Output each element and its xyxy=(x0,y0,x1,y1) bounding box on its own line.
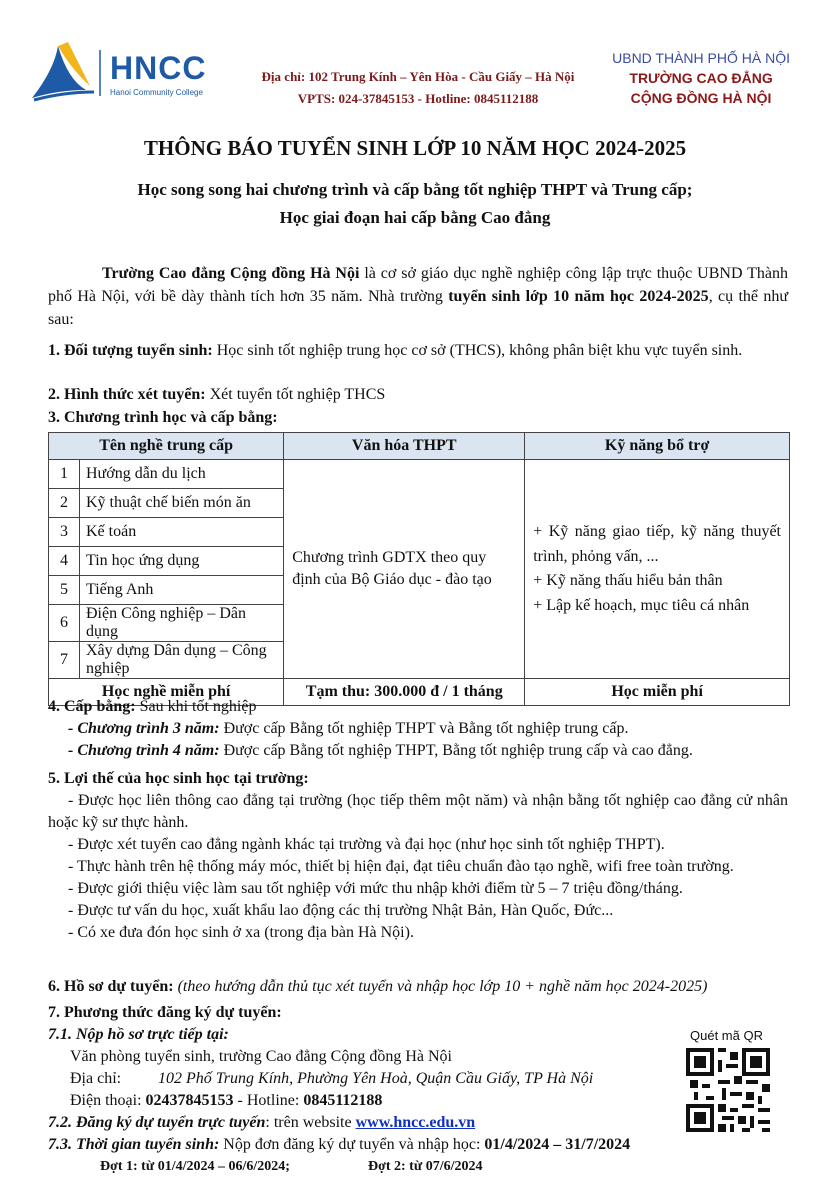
college-logo xyxy=(28,40,238,104)
office-address: 102 Phố Trung Kính, Phường Yên Hoà, Quận Cầu Giấy, TP Hà Nội xyxy=(158,1070,594,1087)
section-4-label: 4. Cấp bằng: xyxy=(48,698,136,715)
enrollment-rounds xyxy=(48,1156,788,1178)
section-7-label: 7. Phương thức đăng ký dự tuyển: xyxy=(48,1004,282,1021)
header-contact xyxy=(238,66,598,110)
header-skills: Kỹ năng bổ trợ xyxy=(525,433,790,460)
hotline-label: - Hotline: xyxy=(233,1092,304,1109)
section-6-label: 6. Hồ sơ dự tuyển: xyxy=(48,978,174,995)
round-1: Đợt 1: từ 01/4/2024 – 06/6/2024; xyxy=(100,1159,290,1174)
vocation-name: Xây dựng Dân dụng – Công nghiệp xyxy=(80,642,284,679)
section-6-text: (theo hướng dẫn thủ tục xét tuyển và nhập học lớp 10 + nghề năm học 2024-2025) xyxy=(173,978,708,995)
office-address-line xyxy=(48,1068,788,1090)
section-5 xyxy=(48,768,788,944)
row-number: 4 xyxy=(49,547,80,576)
section-3 xyxy=(48,407,788,429)
section-4 xyxy=(48,696,788,762)
organization-name xyxy=(612,48,790,108)
row-number: 2 xyxy=(49,489,80,518)
office-phone: 02437845153 xyxy=(145,1092,234,1109)
row-number: 1 xyxy=(49,460,80,489)
footer-vocation-fee: Học nghề miễn phí xyxy=(49,679,284,706)
section-1-text: Học sinh tốt nghiệp trung học cơ sở (THCS), không phân biệt khu vực tuyển sinh. xyxy=(212,342,743,359)
vocation-name: Tin học ứng dụng xyxy=(80,547,284,576)
document-subtitle xyxy=(0,176,830,232)
vocation-name: Kế toán xyxy=(80,518,284,547)
section-6 xyxy=(48,976,788,998)
footer-skills-fee: Học miễn phí xyxy=(525,679,790,706)
org-line-1: UBND THÀNH PHỐ HÀ NỘI xyxy=(612,50,790,66)
website-link[interactable]: www.hncc.edu.vn xyxy=(355,1114,476,1131)
vocation-name: Kỹ thuật chế biến món ăn xyxy=(80,489,284,518)
office-hotline: 0845112188 xyxy=(303,1092,383,1109)
row-number: 6 xyxy=(49,605,80,642)
benefit-item: - Được giới thiệu việc làm sau tốt nghiệp với mức thu nhập khởi điểm từ 5 – 7 triệu đồng/tháng. xyxy=(68,880,683,897)
culture-program: Chương trình GDTX theo quy định của Bộ Giáo dục - đào tạo xyxy=(284,460,525,679)
vocation-name: Điện Công nghiệp – Dân dụng xyxy=(80,605,284,642)
intro-text-3: , cụ thể như sau: xyxy=(48,288,789,328)
header-phones: VPTS: 024-37845153 - Hotline: 0845112188 xyxy=(297,91,539,106)
subtitle-line-2: Học giai đoạn hai cấp bằng Cao đẳng xyxy=(279,208,551,227)
logo-subtext: Hanoi Community College xyxy=(110,88,203,97)
intro-text-1: là cơ sở giáo dục nghề nghiệp công lập trực thuộc UBND Thành phố Hà Nội, với bề dày thành tích hơn 35 năm. Nhà trường xyxy=(48,265,788,305)
intro-paragraph xyxy=(48,262,788,331)
section-7-2 xyxy=(48,1112,788,1134)
section-7-2-text: : trên website xyxy=(265,1114,356,1131)
program-table xyxy=(48,432,790,706)
section-5-label: 5. Lợi thế của học sinh học tại trường: xyxy=(48,770,309,787)
section-7-3-text: Nộp đơn đăng ký dự tuyển và nhập học: xyxy=(219,1136,485,1153)
skill-item: + Lập kế hoạch, mục tiêu cá nhân xyxy=(533,596,750,614)
vocation-name: Tiếng Anh xyxy=(80,576,284,605)
support-skills xyxy=(525,460,790,679)
qr-label: Quét mã QR xyxy=(690,1028,763,1043)
section-4-text: Sau khi tốt nghiệp xyxy=(135,698,257,715)
skill-item: + Kỹ năng thấu hiểu bản thân xyxy=(533,572,723,589)
skill-item: + Kỹ năng giao tiếp, kỹ năng thuyết trình, phỏng vấn, ... xyxy=(533,523,781,565)
org-line-3: CỘNG ĐỒNG HÀ NỘI xyxy=(630,90,772,106)
row-number: 5 xyxy=(49,576,80,605)
benefit-item: - Có xe đưa đón học sinh ở xa (trong địa bàn Hà Nội). xyxy=(68,924,414,941)
org-line-2: TRƯỜNG CAO ĐẲNG xyxy=(629,70,773,86)
benefit-item: - Được học liên thông cao đẳng tại trường (học tiếp thêm một năm) và nhận bằng tốt nghiệp cao đẳng cử nhân hoặc kỹ sư thực hành. xyxy=(48,792,788,831)
vocation-name: Hướng dẫn du lịch xyxy=(80,460,284,489)
address-label: Địa chỉ: xyxy=(70,1070,122,1087)
section-7 xyxy=(48,1002,788,1178)
program-3y-label: - Chương trình 3 năm: xyxy=(68,720,220,737)
section-7-1-label: 7.1. Nộp hồ sơ trực tiếp tại: xyxy=(48,1026,229,1043)
round-2: Đợt 2: từ 07/6/2024 xyxy=(368,1159,483,1174)
section-1-label: 1. Đối tượng tuyển sinh: xyxy=(48,342,213,359)
intro-highlight: tuyển sinh lớp 10 năm học 2024-2025 xyxy=(448,288,709,305)
benefit-item: - Được tư vấn du học, xuất khẩu lao động các thị trường Nhật Bản, Hàn Quốc, Đức... xyxy=(68,902,614,919)
section-7-3 xyxy=(48,1134,788,1156)
footer-culture-fee: Tạm thu: 300.000 đ / 1 tháng xyxy=(284,679,525,706)
benefit-item: - Thực hành trên hệ thống máy móc, thiết bị hiện đại, đạt tiêu chuẩn đào tạo nghề, wifi free toàn trường. xyxy=(68,858,734,875)
school-name: Trường Cao đẳng Cộng đồng Hà Nội xyxy=(102,265,360,282)
enrollment-range: 01/4/2024 – 31/7/2024 xyxy=(484,1136,631,1153)
program-4y-text: Được cấp Bằng tốt nghiệp THPT, Bằng tốt nghiệp trung cấp và cao đẳng. xyxy=(219,742,693,759)
row-number: 7 xyxy=(49,642,80,679)
section-7-3-label: 7.3. Thời gian tuyển sinh: xyxy=(48,1136,220,1153)
section-3-label: 3. Chương trình học và cấp bằng: xyxy=(48,409,278,426)
subtitle-line-1: Học song song hai chương trình và cấp bằng tốt nghiệp THPT và Trung cấp; xyxy=(137,180,693,199)
program-3y-text: Được cấp Bằng tốt nghiệp THPT và Bằng tốt nghiệp trung cấp. xyxy=(219,720,629,737)
qr-code-icon[interactable] xyxy=(686,1048,770,1132)
document-title: THÔNG BÁO TUYỂN SINH LỚP 10 NĂM HỌC 2024-2025 xyxy=(143,136,687,160)
header-vocation: Tên nghề trung cấp xyxy=(49,433,284,460)
section-2 xyxy=(48,384,788,406)
benefit-item: - Được xét tuyển cao đẳng ngành khác tại trường và đại học (như học sinh tốt nghiệp THPT). xyxy=(68,836,665,853)
program-4y-label: - Chương trình 4 năm: xyxy=(68,742,220,759)
section-2-label: 2. Hình thức xét tuyển: xyxy=(48,386,206,403)
section-7-2-label: 7.2. Đăng ký dự tuyển trực tuyến xyxy=(48,1114,266,1131)
row-number: 3 xyxy=(49,518,80,547)
logo-text: HNCC xyxy=(110,50,207,86)
office-name: Văn phòng tuyển sinh, trường Cao đẳng Cộng đồng Hà Nội xyxy=(70,1048,452,1065)
section-2-text: Xét tuyển tốt nghiệp THCS xyxy=(205,386,386,403)
table-header-row xyxy=(49,433,790,460)
table-row xyxy=(49,460,790,489)
header-address: Địa chỉ: 102 Trung Kính – Yên Hòa - Cầu Giấy – Hà Nội xyxy=(261,69,575,84)
header-culture: Văn hóa THPT xyxy=(284,433,525,460)
office-phone-line xyxy=(48,1090,788,1112)
phone-label: Điện thoại: xyxy=(70,1092,146,1109)
section-1 xyxy=(48,340,788,362)
